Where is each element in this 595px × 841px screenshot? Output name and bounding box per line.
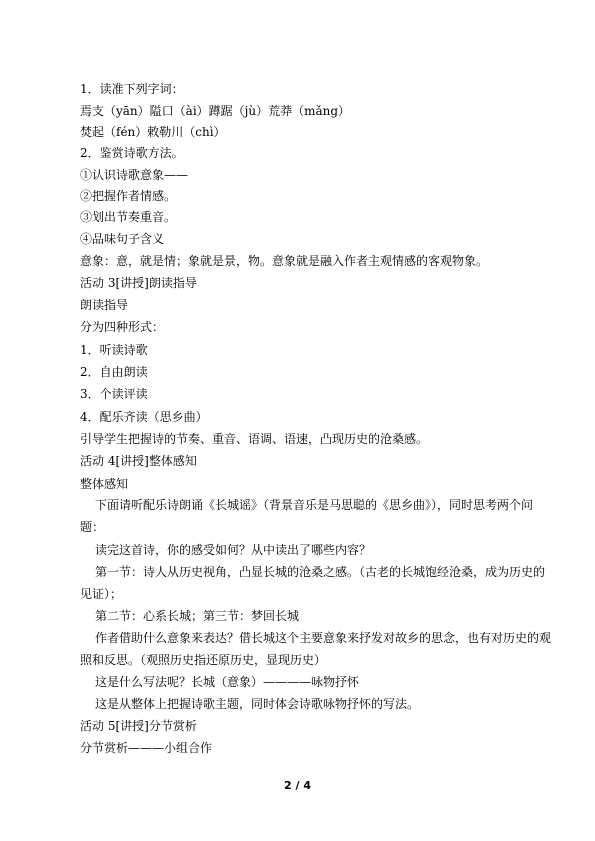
text-line: 分为四种形式： <box>80 320 165 334</box>
text-line: ④品味句子含义 <box>80 232 165 246</box>
text-line: 焚起（fén）敕勒川（chì） <box>80 125 226 139</box>
section-heading: 活动 3[讲授]朗读指导 <box>80 276 197 290</box>
text-line: 3．个读评读 <box>80 387 148 401</box>
text-line: 这是从整体上把握诗歌主题，同时体会诗歌咏物抒怀的写法。 <box>95 697 420 711</box>
text-line: 下面请听配乐诗朗诵《长城谣》（背景音乐是马思聪的《思乡曲》），同时思考两个问 <box>95 498 534 512</box>
text-line: 1．听读诗歌 <box>80 343 148 357</box>
text-line: 照和反思。（观照历史指还原历史，显现历史） <box>80 653 327 667</box>
text-line: 4．配乐齐读（思乡曲） <box>80 410 208 424</box>
text-line: 焉支（yān）隘口（ài）蹲踞（jù）荒莽（mǎng） <box>80 104 351 118</box>
text-line: 见证）； <box>80 587 123 601</box>
text-line: 读完这首诗，你的感受如何？从中读出了哪些内容？ <box>95 543 372 557</box>
text-line: 分节赏析———小组合作 <box>80 741 213 755</box>
page-number: 2 / 4 <box>284 779 311 792</box>
text-line: 1．读准下列字词： <box>80 82 184 96</box>
text-line: 整体感知 <box>80 477 129 491</box>
text-line: 这是什么写法呢？长城（意象）————咏物抒怀 <box>95 675 360 689</box>
text-line: 第一节：诗人从历史视角，凸显长城的沧桑之感。（古老的长城饱经沧桑，成为历史的 <box>95 565 546 579</box>
text-line: 作者借助什么意象来表达？借长城这个主要意象来抒发对故乡的思念，也有对历史的观 <box>95 631 552 645</box>
text-line: 2．鉴赏诗歌方法。 <box>80 146 184 160</box>
text-line: 引导学生把握诗的节奏、重音、语调、语速，凸现历史的沧桑感。 <box>80 432 429 446</box>
text-line: ①认识诗歌意象—— <box>80 168 189 182</box>
text-line: 意象：意，就是情；象就是景，物。意象就是融入作者主观情感的客观物象。 <box>80 254 489 268</box>
section-heading: 活动 5[讲授]分节赏析 <box>80 719 197 733</box>
text-line: 题： <box>80 520 105 534</box>
text-line: 朗读指导 <box>80 298 129 312</box>
text-line: 2．自由朗读 <box>80 365 148 379</box>
text-line: 第二节：心系长城；第三节：梦回长城 <box>95 609 300 623</box>
text-line: ②把握作者情感。 <box>80 189 177 203</box>
section-heading: 活动 4[讲授]整体感知 <box>80 454 197 468</box>
text-line: ③划出节奏重音。 <box>80 210 177 224</box>
